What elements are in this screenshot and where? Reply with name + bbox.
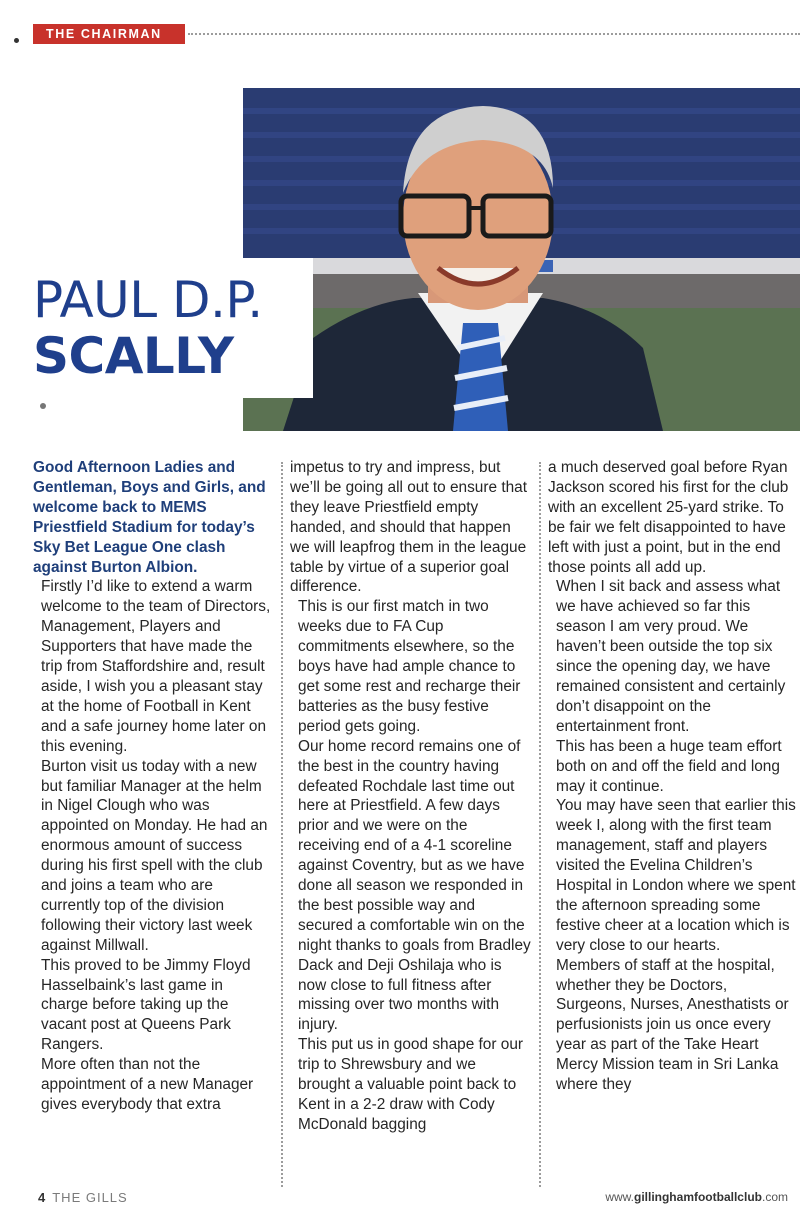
headline — [33, 258, 313, 398]
url-prefix: www. — [605, 1190, 634, 1204]
section-tag: THE CHAIRMAN — [33, 24, 185, 44]
article-paragraph: This proved to be Jimmy Floyd Hasselbaink’s last game in charge before taking up the vacant post at Queens Park Rangers. — [41, 956, 251, 1054]
portrait-illustration — [243, 88, 800, 431]
article-paragraph: Burton visit us today with a new but familiar Manager at the helm in Nigel Clough who was appointed on Monday. He had an enormous amount of success during his first spell with the club and joins a team who are currently top of the division following their victory last week against Millwall. — [41, 757, 268, 954]
article-paragraph: You may have seen that earlier this week I, along with the first team management, staff and players visited the Evelina Children’s Hospital in London where we spent the afternoon spreading some festive cheer at a location which is very close to our hearts. — [556, 797, 796, 954]
headline-surname: SCALLY — [33, 327, 234, 385]
scan-mark — [14, 38, 19, 43]
article-paragraph: Members of staff at the hospital, whether they be Doctors, Surgeons, Nurses, Anesthatists or perfusionists join us once every year as part of the Take Heart Mercy Mission team in Sri Lanka where they — [556, 956, 789, 1094]
url-suffix: .com — [761, 1190, 788, 1204]
article-paragraph: a much deserved goal before Ryan Jackson scored his first for the club with an excellent 25-yard strike. To be fair we felt disappointed to have left with just a point, but in the end those points all add up. — [548, 459, 789, 576]
article-paragraph: More often than not the appointment of a new Manager gives everybody that extra — [41, 1056, 254, 1113]
article-paragraph: When I sit back and assess what we have achieved so far this season I am very proud. We haven’t been outside the top six since the opening day, we have remained consistent and certainly don’t disappoint on the entertainment front. — [556, 578, 786, 735]
article-lead: Good Afternoon Ladies and Gentleman, Boys and Girls, and welcome back to MEMS Priestfield Stadium for today’s Sky Bet League One clash against Burton Albion. — [33, 459, 266, 576]
magazine-title: THE GILLS — [52, 1190, 128, 1205]
url-domain: gillinghamfootballclub — [633, 1190, 762, 1204]
article-column-3 — [548, 458, 796, 1095]
article-paragraph: Firstly I’d like to extend a warm welcome to the team of Directors, Management, Players and Supporters that have made the trip from Staffordshire and, result aside, I wish you a pleasant stay at the home of Football in Kent and a safe journey home later on this evening. — [41, 578, 271, 755]
article-column-1 — [33, 458, 273, 1115]
club-url[interactable] — [605, 1190, 788, 1204]
section-divider — [188, 33, 800, 35]
article-column-2 — [290, 458, 532, 1135]
page-number: 4 — [38, 1190, 47, 1205]
article-paragraph: This has been a huge team effort both on and off the field and long may it continue. — [556, 737, 782, 795]
chairman-photo — [243, 88, 800, 431]
article-body — [0, 458, 800, 1188]
article-paragraph: impetus to try and impress, but we’ll be going all out to ensure that they leave Priestfield empty handed, and should that happen we will leapfrog them in the league table by virtue of a superior goal difference. — [290, 459, 527, 596]
headline-name: PAUL D.P. — [33, 271, 263, 329]
article-paragraph: This is our first match in two weeks due to FA Cup commitments elsewhere, so the boys have had ample chance to get some rest and recharge their batteries as the busy festive period gets going. — [298, 598, 521, 735]
page-footer — [38, 1190, 128, 1205]
article-paragraph: Our home record remains one of the best in the country having defeated Rochdale last time out here at Priestfield. A few days prior and we were on the receiving end of a 4-1 scoreline against Coventry, but as we have done all season we responded in the best possible way and secured a comfortable win on the night thanks to goals from Bradley Dack and Deji Oshilaja who is now close to full fitness after missing over two months with injury. — [298, 737, 531, 1034]
scan-mark — [40, 403, 46, 409]
article-paragraph: This put us in good shape for our trip to Shrewsbury and we brought a valuable point back to Kent in a 2-2 draw with Cody McDonald bagging — [298, 1036, 524, 1133]
